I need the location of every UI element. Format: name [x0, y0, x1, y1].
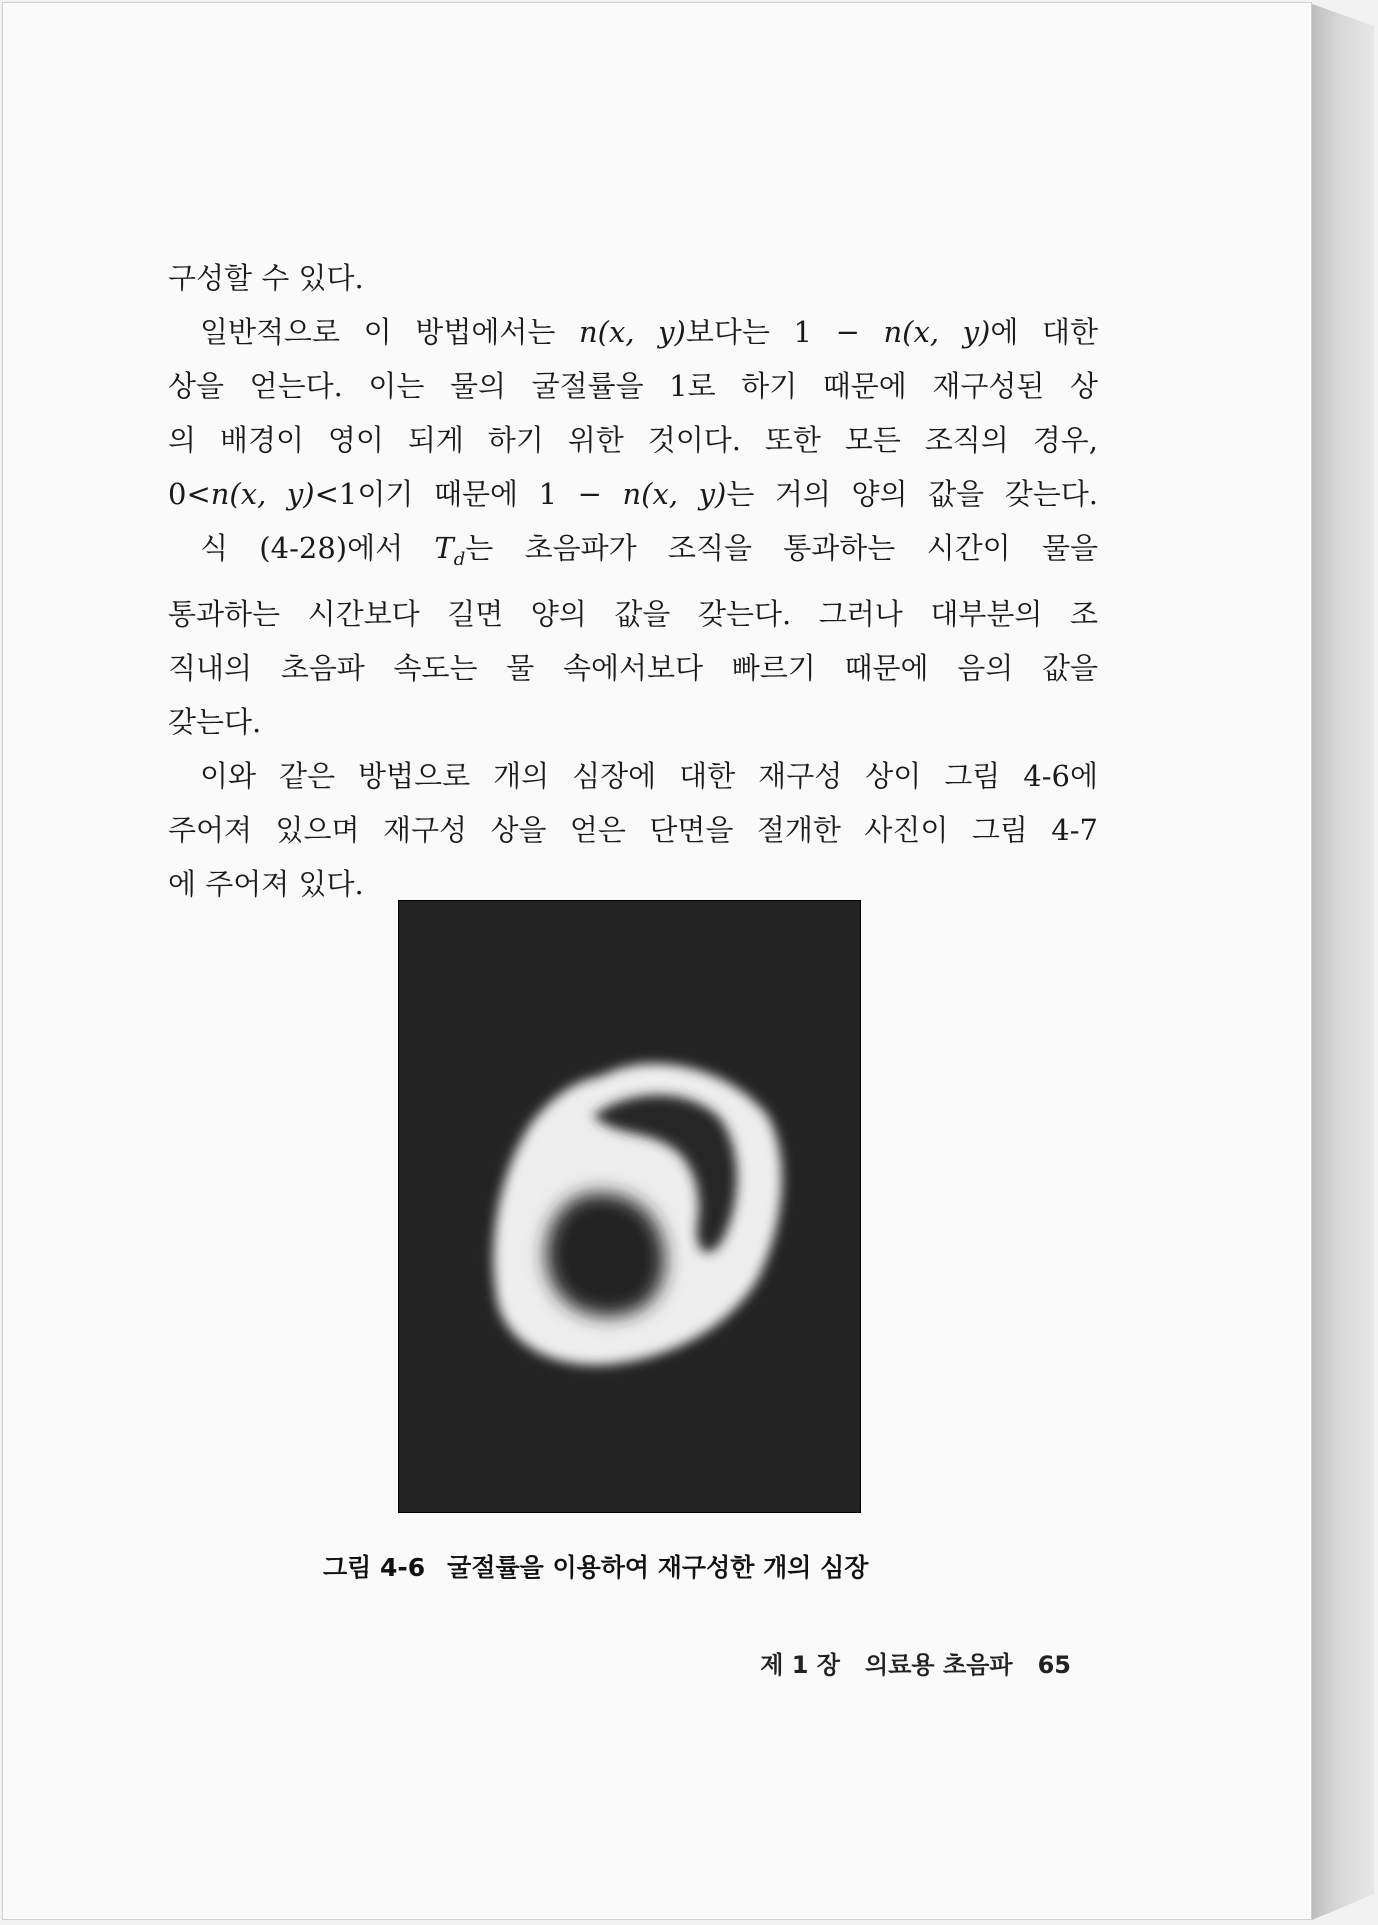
paragraph-1-line-1: [168, 305, 1098, 359]
text-span: <1이기 때문에 1 −: [314, 477, 623, 511]
paragraph-1-line-2: [168, 359, 1098, 413]
text-span: 직내의 초음파 속도는 물 속에서보다 빠르기 때문에 음의 값을: [168, 650, 1098, 685]
math-expression: n(x, y): [883, 315, 991, 349]
text-span: 0<: [168, 477, 211, 511]
figure-caption: [323, 1548, 963, 1584]
heart-reconstruction-image: [398, 900, 861, 1513]
paragraph-2-line-2: [168, 587, 1098, 641]
paragraph-3-line-2: [168, 803, 1098, 857]
math-expression: n(x, y): [622, 477, 727, 511]
text-span: 는 초음파가 조직을 통과하는 시간이 물을: [465, 531, 1098, 565]
text-span: 는 거의 양의 값을 갖는다.: [726, 477, 1098, 511]
paragraph-2-line-3: [168, 641, 1098, 695]
text-span: 갖는다.: [168, 704, 262, 739]
ultrasound-image: [399, 901, 860, 1512]
body-text: [168, 251, 1098, 911]
paragraph-3-line-1: [168, 749, 1098, 803]
text-span: 구성할 수 있다.: [168, 261, 364, 295]
math-variable: T: [434, 531, 454, 565]
book-page: [2, 2, 1312, 1920]
text-span: 이와 같은 방법으로 개의 심장에 대한 재구성 상이 그림 4-6에: [200, 758, 1098, 793]
book-page-edge: [1312, 4, 1374, 1920]
text-span: 식 (4-28)에서: [200, 531, 435, 565]
text-span: 상을 얻는다. 이는 물의 굴절률을 1로 하기 때문에 재구성된 상: [168, 369, 1098, 403]
text-span: 보다는 1 −: [685, 315, 884, 349]
page-number: 65: [1037, 1651, 1071, 1679]
text-span: 통과하는 시간보다 길면 양의 값을 갖는다. 그러나 대부분의 조: [168, 596, 1098, 631]
math-expression: n(x, y): [578, 315, 686, 349]
text-span: 의 배경이 영이 되게 하기 위한 것이다. 또한 모든 조직의 경우,: [168, 423, 1098, 457]
math-subscript: d: [453, 548, 466, 570]
text-span: 에 대한: [990, 315, 1099, 349]
paragraph-2-line-4: [168, 695, 1098, 749]
figure-number: 그림 4-6: [323, 1553, 426, 1582]
paragraph-1-line-3: [168, 413, 1098, 467]
paragraph-0-line-1: [168, 251, 1098, 305]
text-span: 에 주어져 있다.: [168, 866, 364, 901]
figure-caption-text: 굴절률을 이용하여 재구성한 개의 심장: [447, 1553, 869, 1582]
chapter-label: 제 1 장: [760, 1651, 840, 1679]
math-expression: n(x, y): [210, 477, 315, 511]
paragraph-1-line-4: [168, 467, 1098, 521]
paragraph-2-line-1: [168, 521, 1098, 587]
page-footer: [731, 1645, 1071, 1680]
text-span: 주어져 있으며 재구성 상을 얻은 단면을 절개한 사진이 그림 4-7: [168, 812, 1098, 847]
text-span: 일반적으로 이 방법에서는: [200, 315, 579, 349]
chapter-title: 의료용 초음파: [865, 1651, 1013, 1679]
